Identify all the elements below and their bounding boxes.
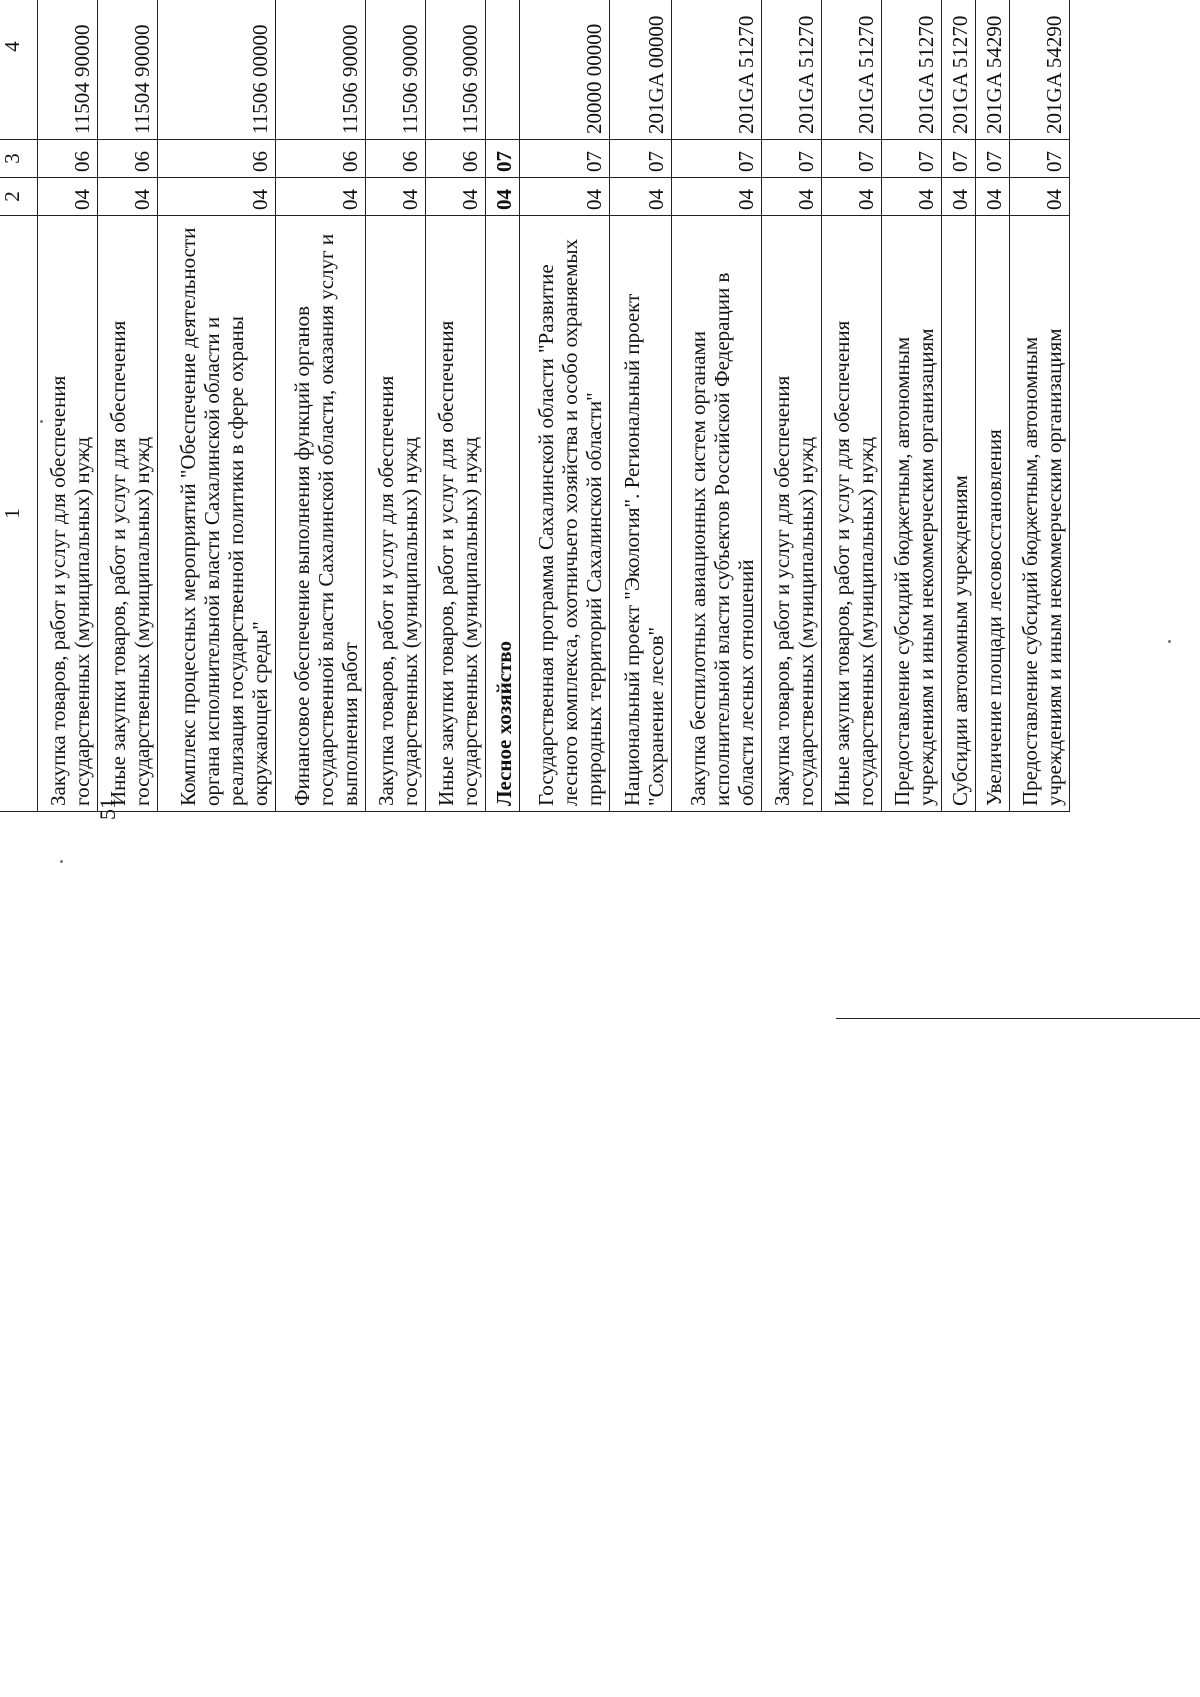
table-row [486,0,520,812]
subsection-code: 07 [610,140,672,178]
table-row [942,0,976,812]
subsection-code: 07 [762,140,822,178]
row-name: Иные закупки товаров, работ и услуг для обеспечения государственных (муниципальных) нужд [426,216,486,812]
target-article-code: 11504 90000 [38,0,98,140]
row-name: Предоставление субсидий бюджетным, автономным учреждениям и иным некоммерческим организациям [882,216,942,812]
section-code: 04 [672,178,762,216]
row-name: Иные закупки товаров, работ и услуг для обеспечения государственных (муниципальных) нужд [822,216,882,812]
table-row [520,0,610,812]
row-name: Закупка товаров, работ и услуг для обеспечения государственных (муниципальных) нужд [366,216,426,812]
target-article-code: 11504 90000 [98,0,158,140]
target-article-code: 11506 90000 [366,0,426,140]
table-row [366,0,426,812]
target-article-code: 201GA 51270 [762,0,822,140]
subsection-code: 06 [38,140,98,178]
subsection-code: 07 [822,140,882,178]
scan-speck [40,420,43,423]
section-code: 04 [762,178,822,216]
row-name: Предоставление субсидий бюджетным, автономным учреждениям и иным некоммерческим организациям [1010,216,1070,812]
row-name: Комплекс процессных мероприятий "Обеспечение деятельности органа исполнительной власти Сахалинской области и реализация государственной политики в сфере охраны окружающей среды" [158,216,276,812]
target-article-code: 20000 00000 [520,0,610,140]
subsection-code: 06 [366,140,426,178]
subsection-code: 07 [976,140,1010,178]
section-code: 04 [98,178,158,216]
table-row [610,0,672,812]
scan-speck [60,860,63,863]
budget-table-sheet [0,0,1168,812]
target-article-code: 201GA 51270 [822,0,882,140]
section-code: 04 [610,178,672,216]
table-row [38,0,98,812]
target-article-code: 11506 90000 [276,0,366,140]
subsection-code: 07 [520,140,610,178]
target-article-code: 11506 90000 [426,0,486,140]
row-name: Финансовое обеспечение выполнения функций органов государственной власти Сахалинской области, оказания услуг и выполнения работ [276,216,366,812]
section-code: 04 [520,178,610,216]
row-name: Субсидии автономным учреждениям [942,216,976,812]
row-name: Закупка товаров, работ и услуг для обеспечения государственных (муниципальных) нужд [762,216,822,812]
row-name: Закупка беспилотных авиационных систем органами исполнительной власти субъектов Российской Федерации в области лесных отношений [672,216,762,812]
subsection-code: 06 [98,140,158,178]
section-code: 04 [882,178,942,216]
table-row [158,0,276,812]
section-code: 04 [486,178,520,216]
row-name: Закупка товаров, работ и услуг для обеспечения государственных (муниципальных) нужд [38,216,98,812]
target-article-code: 201GA 51270 [672,0,762,140]
target-article-code: 201GA 54290 [1010,0,1070,140]
section-code: 04 [1010,178,1070,216]
row-name: Лесное хозяйство [486,216,520,812]
section-code: 04 [822,178,882,216]
row-name: Иные закупки товаров, работ и услуг для обеспечения государственных (муниципальных) нужд [98,216,158,812]
budget-table [0,0,1070,812]
subsection-code: 06 [276,140,366,178]
subsection-code: 06 [426,140,486,178]
column-header: 4 [0,0,38,140]
column-number-row [0,0,38,812]
page-number: 51 [95,798,120,820]
table-row [276,0,366,812]
target-article-code: 11506 00000 [158,0,276,140]
target-article-code [486,0,520,140]
subsection-code: 07 [672,140,762,178]
subsection-code: 07 [942,140,976,178]
target-article-code: 201GA 51270 [942,0,976,140]
row-name: Государственная программа Сахалинской области "Развитие лесного комплекса, охотничьего хозяйства и особо охраняемых природных территорий Сахалинской области" [520,216,610,812]
column-header: 1 [0,216,38,812]
row-name: Национальный проект "Экология". Региональный проект "Сохранение лесов" [610,216,672,812]
target-article-code: 201GA 00000 [610,0,672,140]
section-code: 04 [38,178,98,216]
section-code: 04 [366,178,426,216]
section-code: 04 [276,178,366,216]
table-row [426,0,486,812]
section-code: 04 [976,178,1010,216]
column-header: 2 [0,178,38,216]
scan-speck [1168,640,1171,643]
subsection-code: 07 [1010,140,1070,178]
target-article-code: 201GA 54290 [976,0,1010,140]
section-code: 04 [158,178,276,216]
section-code: 04 [426,178,486,216]
subsection-code: 07 [486,140,520,178]
table-row [976,0,1010,812]
subsection-code: 07 [882,140,942,178]
table-row [1010,0,1070,812]
row-name: Увеличение площади лесовосстановления [976,216,1010,812]
table-row [98,0,158,812]
target-article-code: 201GA 51270 [882,0,942,140]
subsection-code: 06 [158,140,276,178]
table-row [762,0,822,812]
column-header: 3 [0,140,38,178]
rule-line [836,1018,1200,1019]
table-row [822,0,882,812]
section-code: 04 [942,178,976,216]
table-row [672,0,762,812]
table-row [882,0,942,812]
